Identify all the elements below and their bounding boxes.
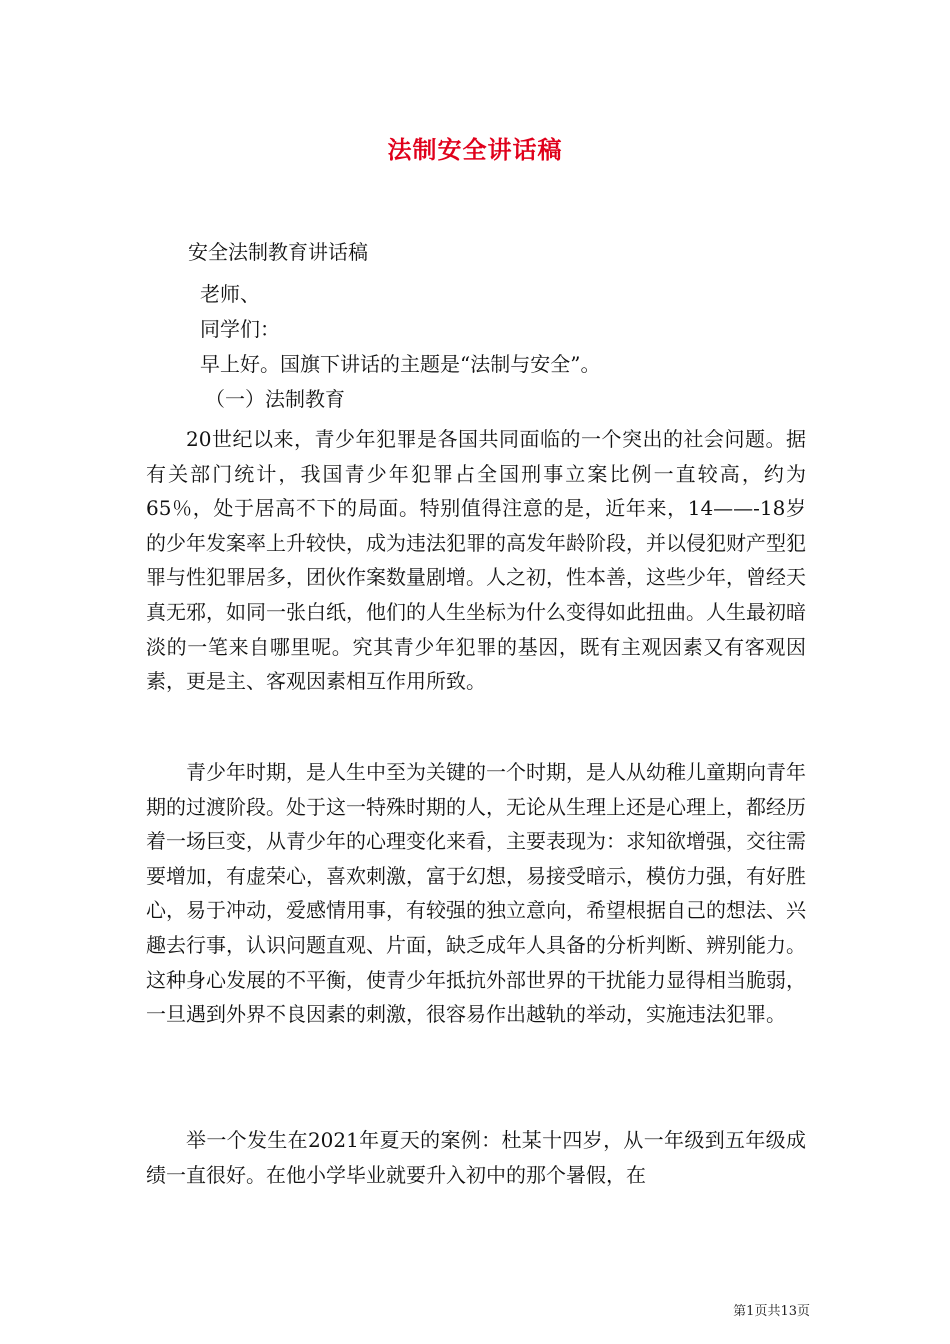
greeting-line: 早上好。国旗下讲话的主题是“法制与安全”。 [200, 352, 601, 376]
paragraph-1: 20世纪以来，青少年犯罪是各国共同面临的一个突出的社会问题。据有关部门统计，我国青少年犯罪占全国刑事立案比例一直较高，约为65％，处于居高不下的局面。特别值得注意的是，近年来，14——-18岁的少年发案率上升较快，成为违法犯罪的高发年龄阶段，并以侵犯财产型犯罪与性犯罪居多，团伙作案数量剧增。人之初，性本善，这些少年，曾经天真无邪，如同一张白纸，他们的人生坐标为什么变得如此扭曲。人生最初暗淡的一笔来自哪里呢。究其青少年犯罪的基因，既有主观因素又有客观因素，更是主、客观因素相互作用所致。 [146, 427, 806, 694]
salutation-students: 同学们： [200, 317, 280, 341]
salutation-teachers: 老师、 [200, 282, 260, 306]
page-footer: 第1页共13页 [733, 1304, 810, 1319]
section-heading: （一）法制教育 [205, 387, 345, 411]
document-title: 法制安全讲话稿 [387, 135, 563, 164]
document-subtitle: 安全法制教育讲话稿 [188, 240, 368, 264]
paragraph-2: 青少年时期，是人生中至为关键的一个时期，是人从幼稚儿童期向青年期的过渡阶段。处于这一特殊时期的人，无论从生理上还是心理上，都经历着一场巨变，从青少年的心理变化来看，主要表现为：求知欲增强，交往需要增加，有虚荣心，喜欢刺激，富于幻想，易接受暗示，模仿力强，有好胜心，易于冲动，爱感情用事，有较强的独立意向，希望根据自己的想法、兴趣去行事，认识问题直观、片面，缺乏成年人具备的分析判断、辨别能力。这种身心发展的不平衡，使青少年抵抗外部世界的干扰能力显得相当脆弱，一旦遇到外界不良因素的刺激，很容易作出越轨的举动，实施违法犯罪。 [146, 760, 806, 1027]
paragraph-3: 举一个发生在2021年夏天的案例：杜某十四岁，从一年级到五年级成绩一直很好。在他小学毕业就要升入初中的那个暑假，在 [146, 1128, 806, 1187]
